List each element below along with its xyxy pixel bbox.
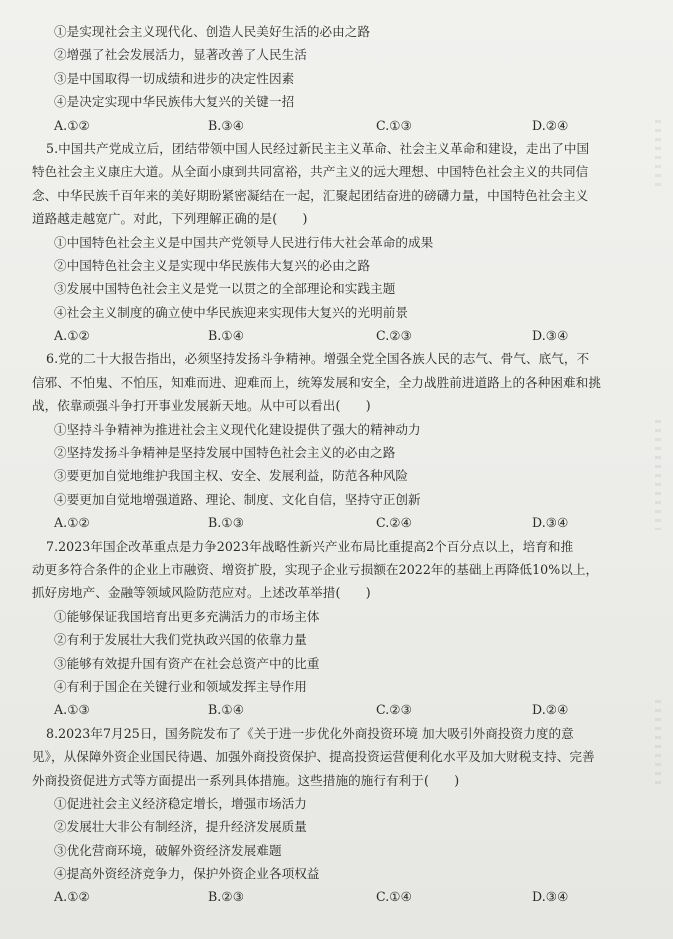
page-bleed-mark — [655, 420, 661, 530]
question-stem: 抓好房地产、金融等领域风险防范应对。上述改革举措( ) — [32, 585, 371, 601]
question-stem: 7.2023年国企改革重点是力争2023年战略性新兴产业布局比重提高2个百分点以上，培育和推 — [46, 538, 574, 554]
choice-c: C.②③ — [376, 702, 412, 718]
option-line: ②发展壮大非公有制经济，提升经济发展质量 — [54, 819, 307, 835]
option-line: ③优化营商环境，破解外资经济发展难题 — [54, 842, 282, 858]
choice-b: B.①④ — [208, 328, 245, 344]
page-bleed-mark — [655, 700, 661, 790]
option-line: ①中国特色社会主义是中国共产党领导人民进行伟大社会革命的成果 — [54, 234, 434, 250]
question-list — [32, 22, 652, 911]
page-bleed-mark — [655, 120, 661, 190]
question-5 — [32, 139, 652, 346]
choice-b: B.①④ — [208, 702, 245, 718]
choice-c: C.①④ — [376, 889, 412, 905]
question-stem: 5.中国共产党成立后，团结带领中国人民经过新民主主义革命、社会主义革命和建设，走出了中国 — [46, 140, 590, 156]
choice-b: B.①③ — [208, 515, 245, 531]
question-stem: 战，依靠顽强斗争打开事业发展新天地。从中可以看出( ) — [32, 398, 371, 414]
answer-choices — [32, 700, 652, 720]
option-line: ②增强了社会发展活力，显著改善了人民生活 — [54, 47, 307, 63]
choice-a: A.①② — [54, 515, 90, 531]
option-line: ④社会主义制度的确立使中华民族迎来实现伟大复兴的光明前景 — [54, 304, 409, 320]
question-4-options — [32, 22, 652, 136]
question-stem: 道路越走越宽广。对此，下列理解正确的是( ) — [32, 211, 308, 227]
option-line: ④提高外资经济竞争力，保护外资企业各项权益 — [54, 866, 320, 882]
question-stem: 见》，从保障外资企业国民待遇、加强外商投资保护、提高投资运营便利化水平及加大财税支持、完善 — [32, 749, 595, 765]
question-stem: 特色社会主义康庄大道。从全面小康到共同富裕，共产主义的远大理想、中国特色社会主义的共同信 — [32, 164, 589, 180]
option-line: ①能够保证我国培育出更多充满活力的市场主体 — [54, 608, 320, 624]
answer-choices — [32, 326, 652, 346]
question-stem: 6.党的二十大报告指出，必须坚持发扬斗争精神。增强全党全国各族人民的志气、骨气、底气，不 — [46, 351, 590, 367]
choice-d: D.②④ — [532, 702, 569, 718]
question-7 — [32, 537, 652, 721]
option-line: ④是决定实现中华民族伟大复兴的关键一招 — [54, 94, 295, 110]
option-line: ④有利于国企在关键行业和领域发挥主导作用 — [54, 678, 307, 694]
option-line: ②坚持发扬斗争精神是坚持发展中国特色社会主义的必由之路 — [54, 445, 396, 461]
option-line: ③要更加自觉地维护我国主权、安全、发展利益，防范各种风险 — [54, 468, 409, 484]
option-line: ①是实现社会主义现代化、创造人民美好生活的必由之路 — [54, 24, 371, 39]
answer-choices — [32, 887, 652, 907]
choice-d: D.③④ — [532, 515, 569, 531]
option-line: ②有利于发展壮大我们党执政兴国的依靠力量 — [54, 632, 307, 648]
question-stem: 信邪、不怕鬼、不怕压，知难而进、迎难而上，统筹发展和安全，全力战胜前进道路上的各种困难和挑 — [32, 374, 601, 390]
choice-a: A.①② — [54, 117, 90, 133]
option-line: ①坚持斗争精神为推进社会主义现代化建设提供了强大的精神动力 — [54, 421, 421, 437]
choice-d: D.②④ — [532, 117, 569, 133]
option-line: ③能够有效提升国有资产在社会总资产中的比重 — [54, 655, 320, 671]
option-line: ③是中国取得一切成绩和进步的决定性因素 — [54, 70, 295, 86]
question-8 — [32, 724, 652, 908]
choice-c: C.①③ — [376, 117, 412, 133]
choice-b: B.③④ — [208, 117, 245, 133]
question-stem: 动更多符合条件的企业上市融资、增资扩股，实现子企业亏损额在2022年的基础上再降低10%以上， — [32, 561, 599, 577]
choice-a: A.①② — [54, 328, 90, 344]
choice-c: C.②④ — [376, 515, 412, 531]
choice-c: C.②③ — [376, 328, 412, 344]
choice-a: A.①② — [54, 889, 90, 905]
option-line: ④要更加自觉地增强道路、理论、制度、文化自信，坚持守正创新 — [54, 491, 421, 507]
option-line: ③发展中国特色社会主义是党一以贯之的全部理论和实践主题 — [54, 281, 396, 297]
answer-choices — [32, 116, 652, 136]
answer-choices — [32, 513, 652, 533]
question-6 — [32, 349, 652, 533]
option-line: ①促进社会主义经济稳定增长，增强市场活力 — [54, 795, 307, 811]
question-stem: 8.2023年7月25日，国务院发布了《关于进一步优化外商投资环境 加大吸引外商投资力度的意 — [46, 725, 574, 741]
choice-d: D.③④ — [532, 328, 569, 344]
option-line: ②中国特色社会主义是实现中华民族伟大复兴的必由之路 — [54, 257, 371, 273]
choice-a: A.①③ — [54, 702, 90, 718]
choice-d: D.③④ — [532, 889, 569, 905]
question-stem: 念、中华民族千百年来的美好期盼紧密凝结在一起，汇聚起团结奋进的磅礴力量，中国特色社会主义 — [32, 187, 589, 203]
choice-b: B.②③ — [208, 889, 245, 905]
question-stem: 外商投资促进方式等方面提出一系列具体措施。这些措施的施行有利于( ) — [32, 772, 460, 788]
